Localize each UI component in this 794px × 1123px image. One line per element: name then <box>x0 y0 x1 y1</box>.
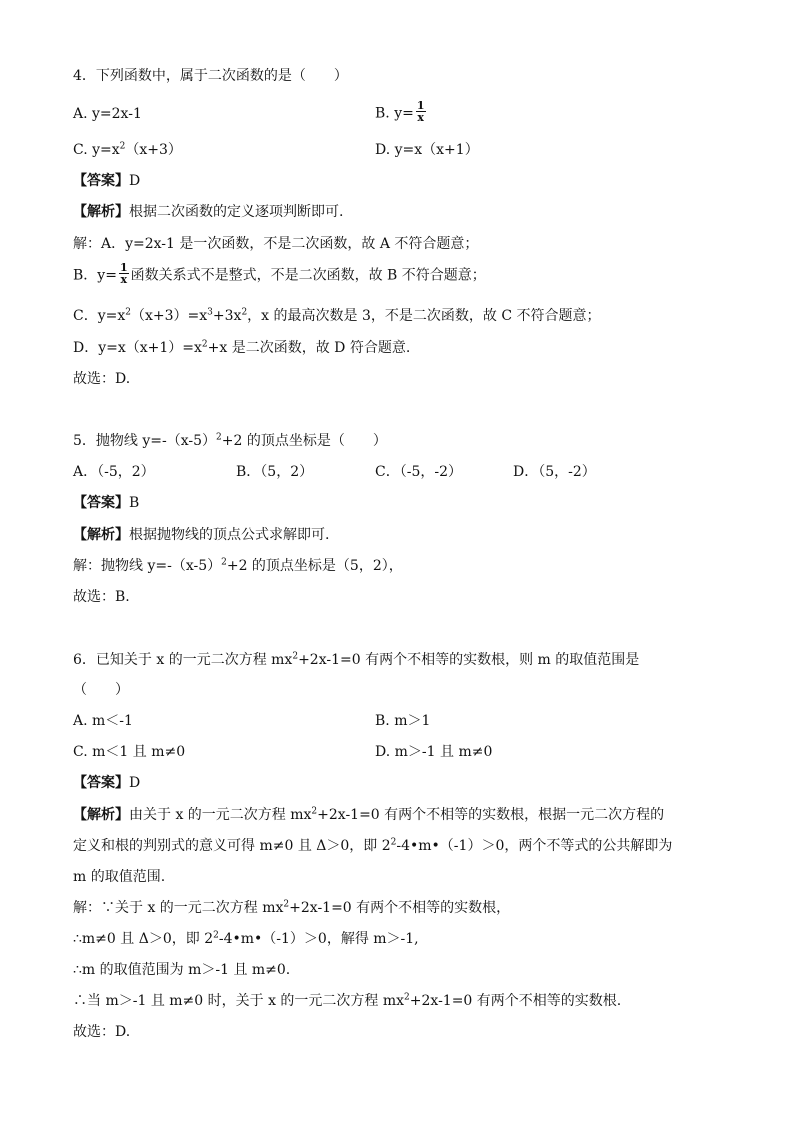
q4-analysis <box>73 202 343 222</box>
analysis-text: +2x-1=0 有两个不相等的实数根，根据一元二次方程的 <box>317 807 665 823</box>
solution-text: -4•m•（-1）＞0，解得 m＞-1, <box>218 931 419 947</box>
q6-stem <box>73 650 639 670</box>
exponent: 2 <box>390 837 397 848</box>
analysis-tag: 【解析】 <box>73 807 129 823</box>
solution-text: ∴m≠0 且 Δ＞0，即 2 <box>73 931 214 947</box>
solution-text: ∴当 m＞-1 且 m≠0 时，关于 x 的一元二次方程 mx <box>73 993 405 1009</box>
q4-option-b <box>375 99 428 125</box>
q6-solution-line-2 <box>73 929 419 949</box>
q6-option-b: B. m＞1 <box>375 713 431 729</box>
q4-option-b-fraction <box>416 100 426 123</box>
q5-option-b: B．（5，2） <box>236 464 314 480</box>
solution-text: +2x-1=0 有两个不相等的实数根， <box>289 900 511 916</box>
q6-option-a: A. m＜-1 <box>73 713 133 729</box>
q5-stem <box>73 431 387 451</box>
analysis-tag: 【解析】 <box>73 527 129 543</box>
solution-text: ，x 的最高次数是 3，不是二次函数，故 C 不符合题意； <box>247 308 601 324</box>
q5-answer <box>73 493 139 513</box>
q5-solution <box>73 556 403 576</box>
q6-analysis-line-1 <box>73 805 664 825</box>
q6-solution-line-4 <box>73 991 621 1011</box>
exponent: 2 <box>311 806 318 817</box>
q5-option-d: D．（5，-2） <box>513 464 596 480</box>
solution-fraction <box>119 262 129 285</box>
analysis-text: 根据二次函数的定义逐项判断即可. <box>129 204 344 220</box>
solution-text: 函数关系式不是整式，不是二次函数，故 B 不符合题意； <box>130 267 486 284</box>
q5-option-a: A．（-5，2） <box>73 464 155 480</box>
q6-stem-paren: （ ） <box>73 682 129 698</box>
q6-answer <box>73 773 140 793</box>
exponent: 2 <box>292 651 299 662</box>
solution-text: +2x-1=0 有两个不相等的实数根. <box>409 993 622 1009</box>
exponent: 2 <box>216 432 222 443</box>
q6-solution-line-3: ∴m 的取值范围为 m＞-1 且 m≠0. <box>73 962 291 978</box>
analysis-text: 根据抛物线的顶点公式求解即可. <box>129 527 330 543</box>
solution-text: +x 是二次函数，故 D 符合题意. <box>207 340 411 356</box>
analysis-text: -4•m•（-1）＞0，两个不等式的公共解即为 <box>396 838 673 854</box>
q4-answer <box>73 171 140 191</box>
exponent: 2 <box>404 992 410 1003</box>
fraction-numerator: 1 <box>119 261 128 274</box>
analysis-text: 定义和根的判别式的意义可得 m≠0 且 Δ＞0，即 2 <box>73 838 391 854</box>
answer-value: D <box>129 173 141 189</box>
answer-tag: 【答案】 <box>73 495 129 511</box>
q6-option-c: C. m＜1 且 m≠0 <box>73 744 186 760</box>
solution-text: +3x <box>212 308 242 324</box>
analysis-tag: 【解析】 <box>73 204 129 220</box>
answer-value: D <box>129 775 141 791</box>
q4-choice: 故选：D. <box>73 371 131 387</box>
stem-text: 5．抛物线 y=-（x-5） <box>73 433 217 449</box>
q4-option-c-text: C. y=x <box>73 142 120 158</box>
q4-solution-line-2 <box>73 261 486 287</box>
exponent: 2 <box>241 307 248 318</box>
exponent: 2 <box>119 141 126 152</box>
exponent: 2 <box>201 339 208 350</box>
stem-text: +2 的顶点坐标是（ ） <box>221 433 387 449</box>
q5-analysis <box>73 525 329 545</box>
solution-text: （x+3）=x <box>130 308 208 324</box>
q4-option-c <box>73 140 182 160</box>
q6-solution-line-1 <box>73 898 510 918</box>
solution-text: 解：抛物线 y=-（x-5） <box>73 558 222 574</box>
solution-text: +2 的顶点坐标是（5，2）， <box>226 558 403 574</box>
q4-solution-line-3 <box>73 306 601 326</box>
q6-option-d: D. m＞-1 且 m≠0 <box>375 744 493 760</box>
exponent: 3 <box>207 307 213 318</box>
q6-analysis-line-3: m 的取值范围. <box>73 869 166 885</box>
analysis-text: 由关于 x 的一元二次方程 mx <box>129 807 312 823</box>
exponent: 2 <box>221 557 227 568</box>
q4-option-a: A. y=2x-1 <box>73 106 142 122</box>
solution-text: B．y= <box>73 267 117 284</box>
fraction-denominator: x <box>417 111 424 124</box>
fraction-numerator: 1 <box>416 99 425 112</box>
q6-analysis-line-2 <box>73 836 672 856</box>
fraction-denominator: x <box>120 273 128 286</box>
exponent: 2 <box>213 930 219 941</box>
q4-stem: 4．下列函数中，属于二次函数的是（ ） <box>73 68 348 84</box>
q4-option-b-prefix: B. <box>375 105 395 122</box>
q4-option-d: D. y=x（x+1） <box>375 142 479 158</box>
solution-text: C．y=x <box>73 308 126 324</box>
q4-option-b-lhs: y= <box>394 105 414 122</box>
q4-solution-line-1: 解：A．y=2x-1 是一次函数，不是二次函数，故 A 不符合题意； <box>73 236 479 252</box>
q6-choice: 故选：D. <box>73 1024 131 1040</box>
solution-text: D．y=x（x+1）=x <box>73 340 202 356</box>
q5-option-c: C．（-5，-2） <box>375 464 462 480</box>
answer-tag: 【答案】 <box>73 775 129 791</box>
stem-text: 6．已知关于 x 的一元二次方程 mx <box>73 652 293 668</box>
q4-solution-line-4 <box>73 338 410 358</box>
q5-choice: 故选：B. <box>73 589 130 605</box>
solution-text: 解：∵关于 x 的一元二次方程 mx <box>73 900 284 916</box>
exponent: 2 <box>283 899 290 910</box>
exponent: 2 <box>125 307 131 318</box>
stem-text: +2x-1=0 有两个不相等的实数根，则 m 的取值范围是 <box>298 652 640 668</box>
answer-tag: 【答案】 <box>73 173 129 189</box>
answer-value: B <box>129 495 140 511</box>
q4-option-c-suffix: （x+3） <box>125 142 182 158</box>
